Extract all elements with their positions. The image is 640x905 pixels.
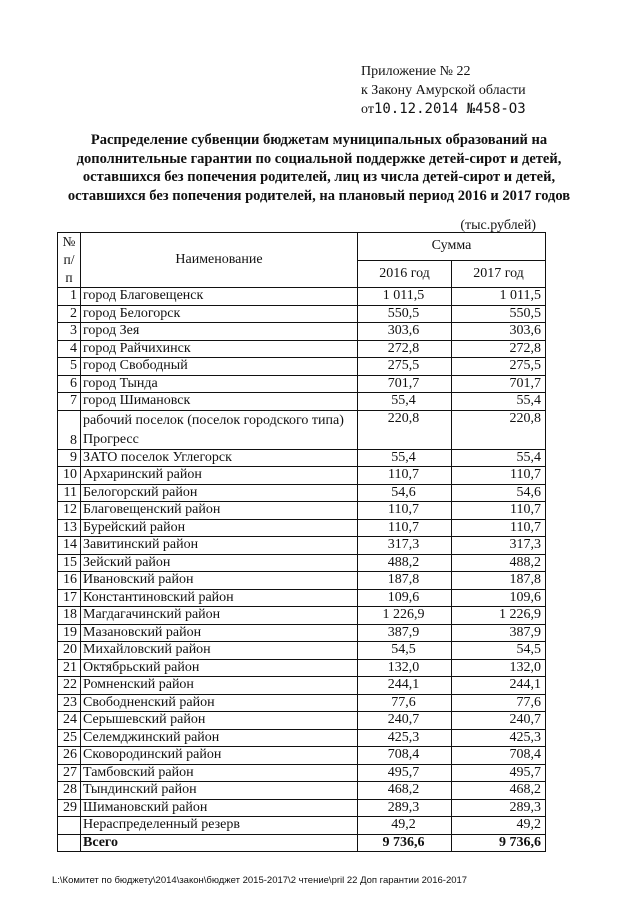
- row-name: рабочий поселок (поселок городского типа) Прогресс: [81, 410, 358, 449]
- row-value-2016: 701,7: [358, 375, 452, 393]
- table-row: [58, 642, 546, 660]
- table-row: [58, 589, 546, 607]
- table-body: [58, 288, 546, 852]
- row-number: 13: [58, 519, 81, 537]
- row-value-2017: 132,0: [452, 659, 546, 677]
- table-row: [58, 288, 546, 306]
- unit-label: (тыс.рублей): [460, 218, 536, 233]
- row-value-2017: 49,2: [452, 817, 546, 835]
- row-name: ЗАТО поселок Углегорск: [81, 449, 358, 467]
- row-number: 1: [58, 288, 81, 306]
- row-number: 8: [58, 410, 81, 449]
- row-value-2016: 110,7: [358, 519, 452, 537]
- row-value-2016: 468,2: [358, 782, 452, 800]
- row-value-2017: 110,7: [452, 502, 546, 520]
- table-row: [58, 340, 546, 358]
- row-name: Сковородинский район: [81, 747, 358, 765]
- table-row: [58, 677, 546, 695]
- row-value-2017: 272,8: [452, 340, 546, 358]
- row-value-2016: 55,4: [358, 393, 452, 411]
- row-name: город Благовещенск: [81, 288, 358, 306]
- header-sum: Сумма: [358, 233, 546, 261]
- row-value-2017: 425,3: [452, 729, 546, 747]
- row-number: 25: [58, 729, 81, 747]
- row-name: Мазановский район: [81, 624, 358, 642]
- row-value-2017: 488,2: [452, 554, 546, 572]
- row-name: город Шимановск: [81, 393, 358, 411]
- row-number: 9: [58, 449, 81, 467]
- row-name: Октябрьский район: [81, 659, 358, 677]
- row-value-2017: 240,7: [452, 712, 546, 730]
- row-value-2017: 708,4: [452, 747, 546, 765]
- row-name: Константиновский район: [81, 589, 358, 607]
- row-value-2016: 289,3: [358, 799, 452, 817]
- row-name: город Тында: [81, 375, 358, 393]
- row-value-2016: 110,7: [358, 502, 452, 520]
- table-row: [58, 817, 546, 835]
- row-number: 14: [58, 537, 81, 555]
- row-value-2016: 187,8: [358, 572, 452, 590]
- table-row: [58, 694, 546, 712]
- subvention-table: [57, 232, 546, 852]
- table-row: [58, 375, 546, 393]
- total-2016: 9 736,6: [358, 834, 452, 852]
- table-row: [58, 624, 546, 642]
- row-name: Нераспределенный резерв: [81, 817, 358, 835]
- row-value-2016: 425,3: [358, 729, 452, 747]
- row-value-2016: 109,6: [358, 589, 452, 607]
- table-row: [58, 572, 546, 590]
- row-value-2016: 495,7: [358, 764, 452, 782]
- row-value-2017: 110,7: [452, 519, 546, 537]
- row-name: Михайловский район: [81, 642, 358, 660]
- row-value-2017: 387,9: [452, 624, 546, 642]
- header-number: № п/п: [58, 233, 81, 288]
- table-row: [58, 449, 546, 467]
- row-value-2017: 77,6: [452, 694, 546, 712]
- total-2017: 9 736,6: [452, 834, 546, 852]
- row-number: 27: [58, 764, 81, 782]
- row-number: 12: [58, 502, 81, 520]
- table-row: [58, 537, 546, 555]
- row-number: 24: [58, 712, 81, 730]
- row-number: 28: [58, 782, 81, 800]
- annex-date: [361, 100, 526, 119]
- row-number: 10: [58, 467, 81, 485]
- row-name: город Райчихинск: [81, 340, 358, 358]
- row-value-2016: 220,8: [358, 410, 452, 449]
- row-number: 7: [58, 393, 81, 411]
- row-value-2017: 550,5: [452, 305, 546, 323]
- annex-number: Приложение № 22: [361, 64, 471, 79]
- row-name: Селемджинский район: [81, 729, 358, 747]
- row-number: 19: [58, 624, 81, 642]
- row-value-2016: 110,7: [358, 467, 452, 485]
- row-name: Завитинский район: [81, 537, 358, 555]
- table-row: [58, 659, 546, 677]
- row-number: 15: [58, 554, 81, 572]
- table-row: [58, 782, 546, 800]
- table-row: [58, 305, 546, 323]
- row-value-2017: 109,6: [452, 589, 546, 607]
- row-name: Ромненский район: [81, 677, 358, 695]
- row-name: Бурейский район: [81, 519, 358, 537]
- row-value-2016: 303,6: [358, 323, 452, 341]
- annex-law: к Закону Амурской области: [361, 83, 526, 98]
- annex-date-prefix: от: [361, 102, 374, 117]
- row-value-2017: 495,7: [452, 764, 546, 782]
- row-value-2016: 240,7: [358, 712, 452, 730]
- row-value-2017: 110,7: [452, 467, 546, 485]
- row-number: 29: [58, 799, 81, 817]
- row-value-2016: 272,8: [358, 340, 452, 358]
- total-label: Всего: [81, 834, 358, 852]
- header-2016: 2016 год: [358, 260, 452, 288]
- row-value-2016: 1 226,9: [358, 607, 452, 625]
- row-value-2017: 1 011,5: [452, 288, 546, 306]
- row-name: город Белогорск: [81, 305, 358, 323]
- row-name: Магдагачинский район: [81, 607, 358, 625]
- row-value-2017: 317,3: [452, 537, 546, 555]
- row-value-2017: 54,6: [452, 484, 546, 502]
- row-number: 4: [58, 340, 81, 358]
- row-value-2016: 132,0: [358, 659, 452, 677]
- row-value-2017: 303,6: [452, 323, 546, 341]
- row-value-2017: 220,8: [452, 410, 546, 449]
- table-row: [58, 484, 546, 502]
- row-value-2016: 708,4: [358, 747, 452, 765]
- row-number: 3: [58, 323, 81, 341]
- table-row: [58, 729, 546, 747]
- table-row: [58, 358, 546, 376]
- document-title: Распределение субвенции бюджетам муниципальных образований на дополнительные гарантии по социальной поддержке детей-сирот и детей, оставшихся без попечения родителей, лиц из числа детей-сирот и детей, оставшихся без попечения родителей, на плановый период 2016 и 2017 годов: [67, 132, 571, 204]
- row-value-2016: 488,2: [358, 554, 452, 572]
- row-value-2016: 275,5: [358, 358, 452, 376]
- row-number: 20: [58, 642, 81, 660]
- row-name: Свободненский район: [81, 694, 358, 712]
- row-value-2016: 77,6: [358, 694, 452, 712]
- annex-date-value: 10.12.2014 №458-ОЗ: [373, 101, 526, 117]
- row-value-2016: 54,5: [358, 642, 452, 660]
- table-row: [58, 410, 546, 449]
- table-row: [58, 607, 546, 625]
- row-value-2017: 289,3: [452, 799, 546, 817]
- row-value-2017: 244,1: [452, 677, 546, 695]
- table-row: [58, 712, 546, 730]
- row-name: Архаринский район: [81, 467, 358, 485]
- table-row: [58, 554, 546, 572]
- total-row: [58, 834, 546, 852]
- row-value-2016: 387,9: [358, 624, 452, 642]
- row-number: [58, 817, 81, 835]
- row-number: 16: [58, 572, 81, 590]
- row-number: 23: [58, 694, 81, 712]
- row-value-2016: 49,2: [358, 817, 452, 835]
- row-number: 18: [58, 607, 81, 625]
- row-number: 11: [58, 484, 81, 502]
- table-row: [58, 519, 546, 537]
- header-2017: 2017 год: [452, 260, 546, 288]
- row-name: Тындинский район: [81, 782, 358, 800]
- row-value-2016: 54,6: [358, 484, 452, 502]
- row-value-2016: 317,3: [358, 537, 452, 555]
- table-row: [58, 393, 546, 411]
- row-value-2017: 187,8: [452, 572, 546, 590]
- row-name: город Зея: [81, 323, 358, 341]
- row-name: Шимановский район: [81, 799, 358, 817]
- row-value-2016: 244,1: [358, 677, 452, 695]
- row-value-2017: 275,5: [452, 358, 546, 376]
- table-row: [58, 502, 546, 520]
- table-row: [58, 764, 546, 782]
- total-number: [58, 834, 81, 852]
- table-row: [58, 747, 546, 765]
- row-value-2017: 55,4: [452, 393, 546, 411]
- row-value-2016: 55,4: [358, 449, 452, 467]
- table-row: [58, 467, 546, 485]
- annex-header: [361, 62, 526, 119]
- row-name: Серышевский район: [81, 712, 358, 730]
- row-value-2017: 55,4: [452, 449, 546, 467]
- file-path-footer: L:\Комитет по бюджету\2014\закон\бюджет 2015-2017\2 чтение\pril 22 Доп гарантии 2016-2017: [52, 875, 468, 886]
- row-value-2016: 550,5: [358, 305, 452, 323]
- row-number: 5: [58, 358, 81, 376]
- table-row: [58, 799, 546, 817]
- row-value-2017: 468,2: [452, 782, 546, 800]
- row-name: Белогорский район: [81, 484, 358, 502]
- row-name: Зейский район: [81, 554, 358, 572]
- table-row: [58, 323, 546, 341]
- header-name: Наименование: [81, 233, 358, 288]
- row-number: 26: [58, 747, 81, 765]
- row-name: город Свободный: [81, 358, 358, 376]
- row-name: Благовещенский район: [81, 502, 358, 520]
- row-number: 6: [58, 375, 81, 393]
- row-number: 2: [58, 305, 81, 323]
- row-value-2017: 701,7: [452, 375, 546, 393]
- row-number: 17: [58, 589, 81, 607]
- row-value-2017: 1 226,9: [452, 607, 546, 625]
- row-name: Ивановский район: [81, 572, 358, 590]
- row-number: 21: [58, 659, 81, 677]
- row-value-2016: 1 011,5: [358, 288, 452, 306]
- row-value-2017: 54,5: [452, 642, 546, 660]
- row-number: 22: [58, 677, 81, 695]
- row-name: Тамбовский район: [81, 764, 358, 782]
